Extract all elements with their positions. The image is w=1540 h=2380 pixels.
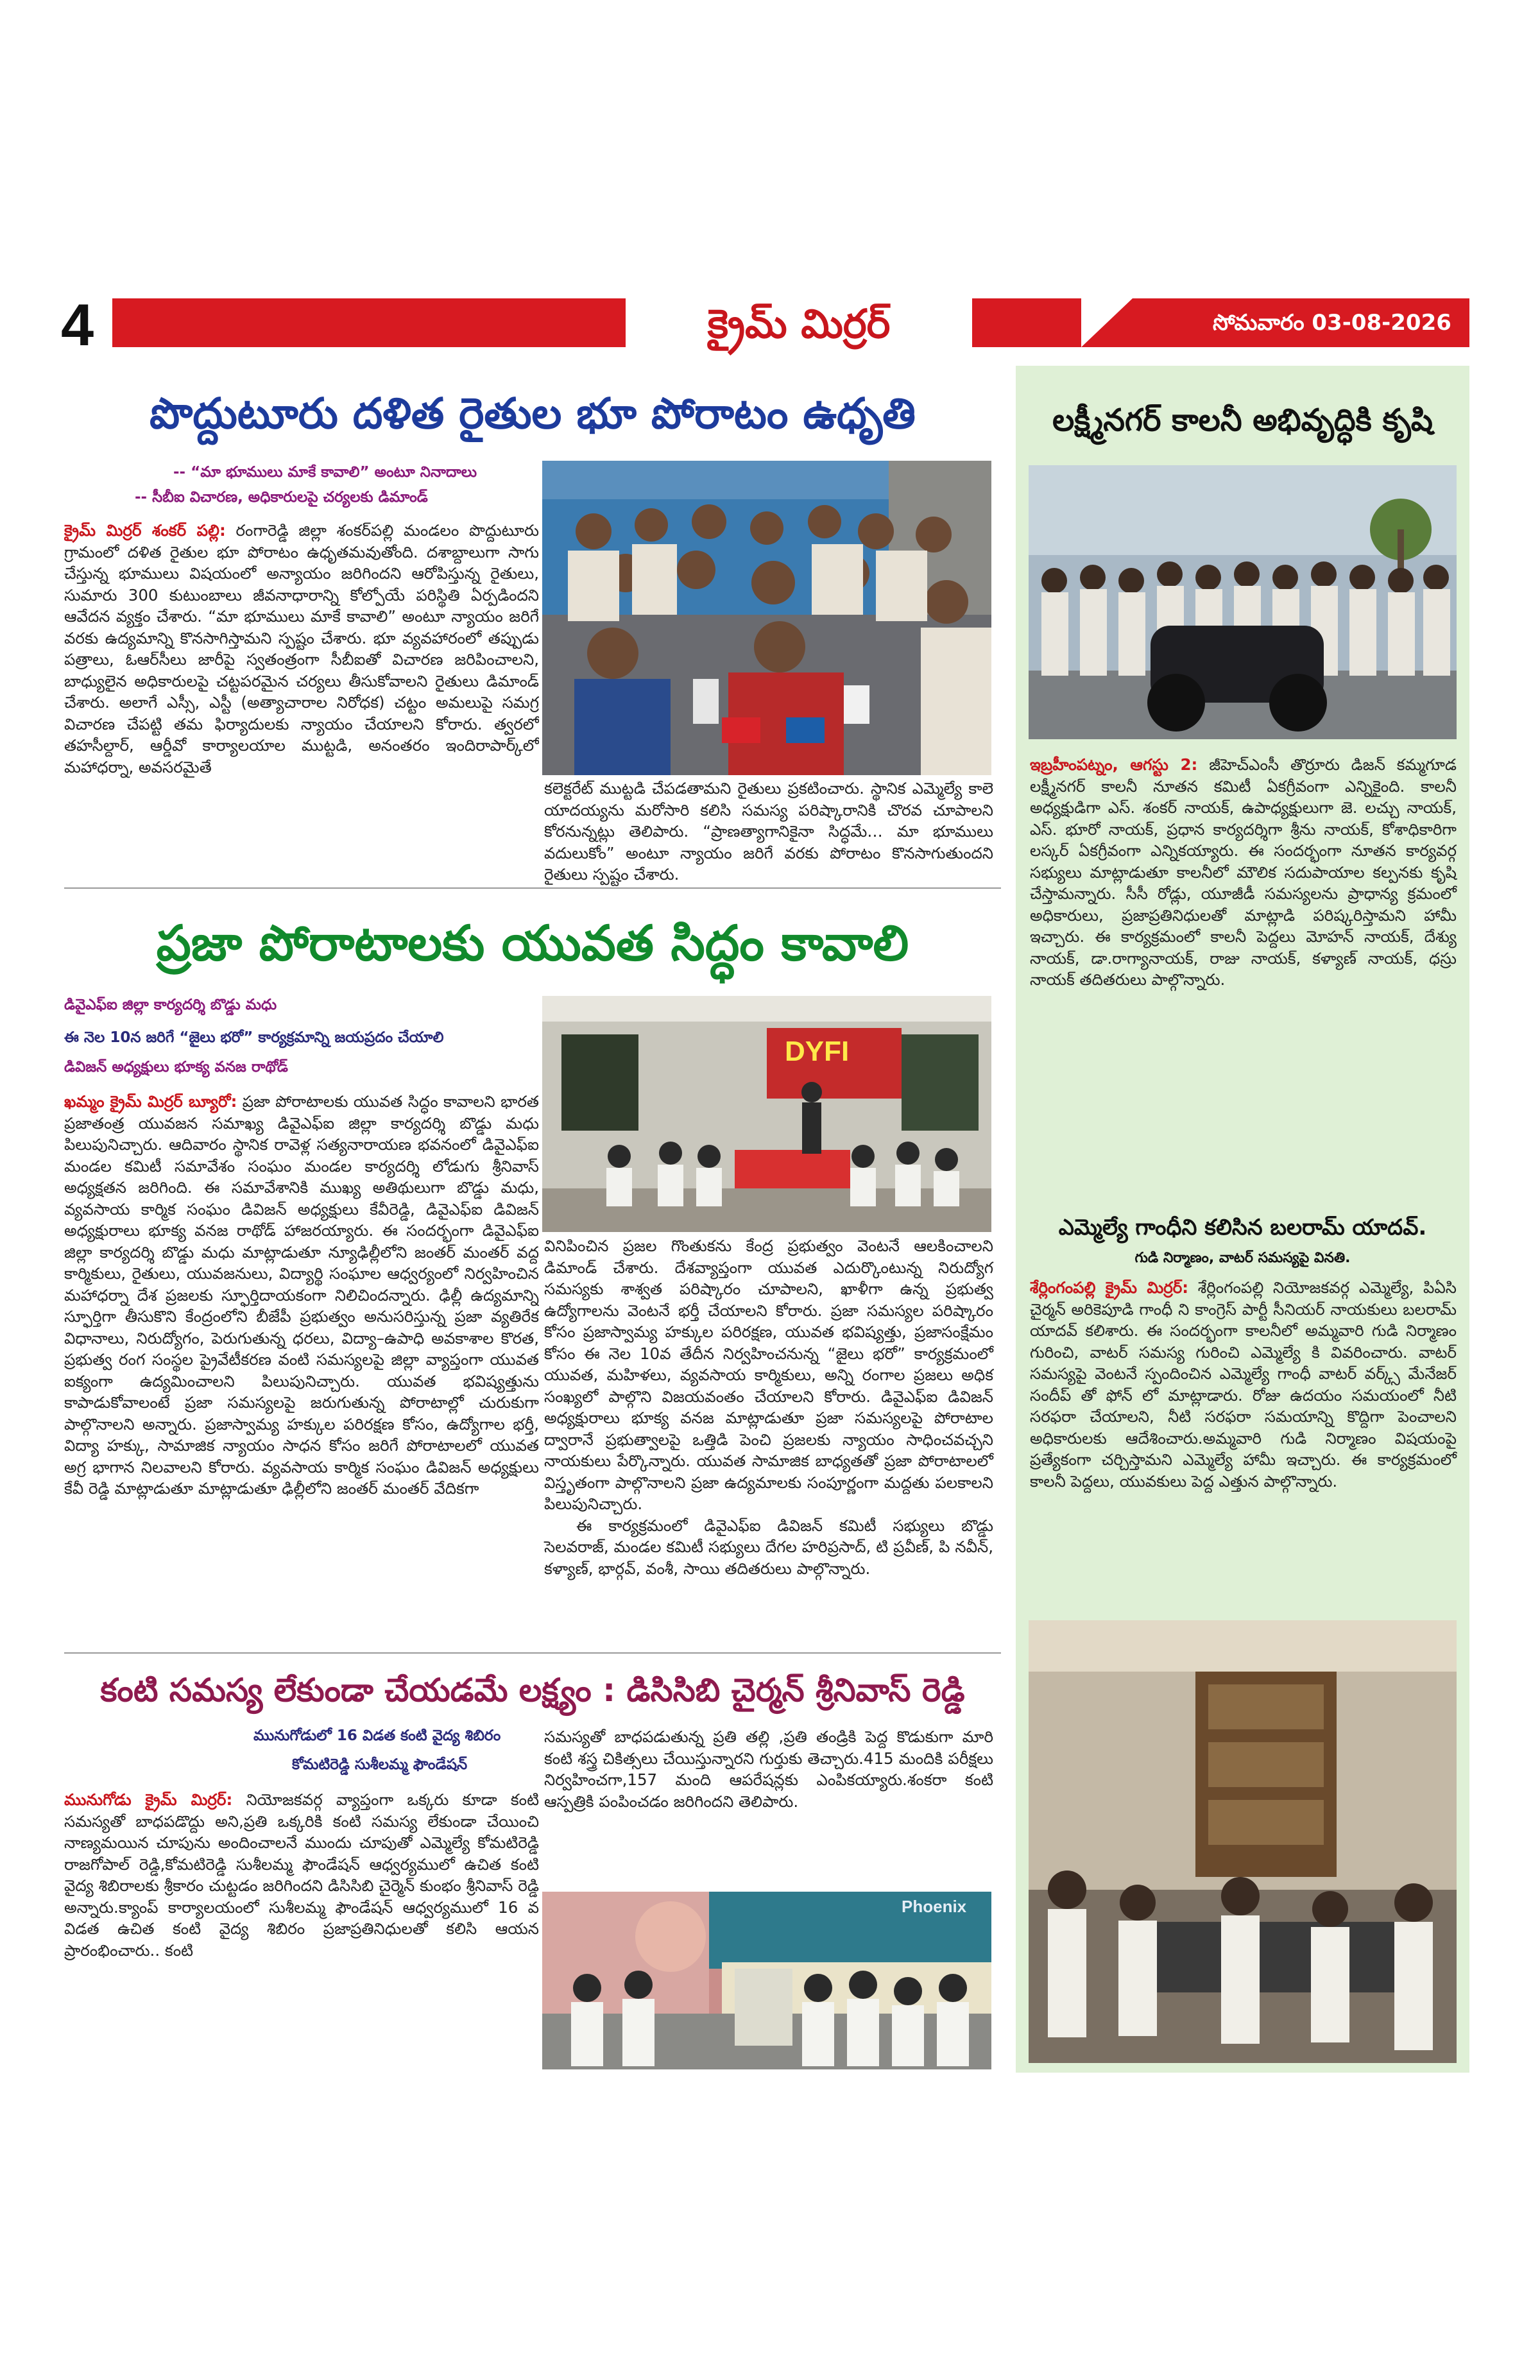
date-slant-decoration: [1081, 298, 1133, 347]
sidebar-body1: [1030, 754, 1457, 991]
divider: [64, 887, 1001, 889]
article2-body-right: [544, 1235, 993, 1579]
article1-byline: క్రైమ్ మిర్రర్ శంకర్ పల్లి:: [64, 521, 226, 540]
article3-sub1: మునుగోడులో 16 విడత కంటి వైద్య శిబిరం: [253, 1727, 501, 1744]
article3-photo-eye-camp: [542, 1892, 991, 2069]
sidebar-sub2: గుడి నిర్మాణం, వాటర్ సమస్యపై వినతి.: [1134, 1250, 1351, 1266]
article3-text-right: సమస్యతో బాధపడుతున్న ప్రతి తల్లి ,ప్రతి తండ్రికి పెద్ద కొడుకుగా మారి కంటి శస్త్ర చికిత్సలు చేయిస్తున్నారని గుర్తుకు తెచ్చారు.415 మందికి పరీక్షలు నిర్వహించగా,157 మంది ఆపరేషన్లకు ఎంపికయ్యారు.శంకరా కంటి ఆస్పత్రికి పంపించడం జరిగిందని తెలిపారు.: [544, 1727, 993, 1811]
sidebar-byline: ఇబ్రహీంపట్నం, ఆగస్టు 2:: [1030, 755, 1198, 774]
masthead: [61, 292, 1469, 363]
sidebar-body2: [1030, 1277, 1457, 1492]
page-number: 4: [61, 293, 94, 358]
eye-camp-banner-text: Phoenix: [902, 1897, 967, 1916]
article2-text-right: వినిపించిన ప్రజల గొంతుకను కేంద్ర ప్రభుత్వం వెంటనే ఆలకించాలని డిమాండ్ చేశారు. దేశవ్యాప్తంగా యువత ఎదుర్కొంటున్న నిరుద్యోగ సమస్యకు శాశ్వత పరిష్కారం చూపాలని, ఖాళీగా ఉన్న ప్రభుత్వ ఉద్యోగాలను వెంటనే భర్తీ చేయాలని కోరారు. ప్రజా సమస్యల పరిష్కారం కోసం ప్రజాస్వామ్య హక్కుల పరిరక్షణ, యువత భవిష్యత్తు, ప్రజాసంక్షేమం కోసం ఈ నెల 10వ తేదీన నిర్వహించనున్న “జైలు భరో” కార్యక్రమంలో యువత, మహిళలు, వ్యవసాయ కార్మికులు, అన్ని రంగాల ప్రజలు అధిక సంఖ్యలో పాల్గొని విజయవంతం చేయాలని కోరారు. డివైఎఫ్ఐ డివిజన్ అధ్యక్షురాలు భూక్య వనజ మాట్లాడుతూ ప్రజా సమస్యలపై పోరాటాల ద్వారానే ప్రభుత్వాలపై ఒత్తిడి పెంచి ప్రజలకు న్యాయం సాధించవచ్చని నాయకులు పేర్కొన్నారు. యువత సామాజిక బాధ్యతతో ప్రజా పోరాటాలలో విస్తృతంగా పాల్గొనాలని ప్రజా ఉద్యమాలకు సంపూర్ణంగా మద్దతు పలకాలని పిలుపునిచ్చారు.: [544, 1237, 993, 1513]
article1-text-right: కలెక్టరేట్ ముట్టడి చేపడతామని రైతులు ప్రకటించారు. స్థానిక ఎమ్మెల్యే కాలె యాదయ్యను మరోసారి కలిసి సమస్య పరిష్కారానికి చొరవ చూపాలని కోరనున్నట్లు తెలిపారు. “ప్రాణత్యాగానికైనా సిద్ధమే… మా భూములు వదులుకోం” అంటూ న్యాయం జరిగే వరకు పోరాటం కొనసాగుతుందని రైతులు స్పష్టం చేశారు.: [544, 779, 993, 884]
article3-text-left: నియోజకవర్గ వ్యాప్తంగా ఒక్కరు కూడా కంటి సమస్యతో బాధపడొద్దు అని,ప్రతి ఒక్కరికి కంటి సమస్య లేకుండా చేయించి నాణ్యమయిన చూపును అందించాలనే ముందు చూపుతో ఎమ్మెల్యే కోమటిరెడ్డి రాజగోపాల్ రెడ్డి,కోమటిరెడ్డి సుశీలమ్మ ఫౌండేషన్ ఆధ్వర్యములో ఉచిత కంటి వైద్య శిబిరాలకు శ్రీకారం చుట్టడం జరిగిందని డిసిసిబి చైర్మెన్ కుంభం శ్రీనివాస్ రెడ్డి అన్నారు.క్యాంప్ కార్యాలయంలో సుశీలమ్మ ఫౌండేషన్ ఆధ్వర్యములో 16 వ విడత ఉచిత కంటి వైద్య శిబిరం ప్రజాప్రతినిధులతో కలిసి ఆయన ప్రారంభించారు.. కంటి: [64, 1790, 539, 1960]
right-sidebar: [1016, 366, 1469, 2073]
article2-sub3: డివిజన్ అధ్యక్షులు భూక్య వనజ రాథోడ్: [64, 1059, 288, 1075]
dyfi-banner-text: DYFI: [785, 1036, 850, 1067]
article1-body-right: [544, 778, 993, 886]
article2-sub2: ఈ నెల 10న జరిగే “జైలు భరో” కార్యక్రమాన్ని జయప్రదం చేయాలి: [64, 1029, 444, 1046]
sidebar-text: జీహెచ్ఎంసీ తొర్రూరు డిజన్ కమ్మగూడ లక్ష్మీనగర్ కాలనీ నూతన కమిటీ ఏకగ్రీవంగా ఎన్నికైంది. కాలనీ అధ్యక్షుడిగా ఎస్. శంకర్ నాయక్, ఉపాధ్యక్షులుగా జె. లచ్చు నాయక్, ఎస్. భూరో నాయక్, ప్రధాన కార్యదర్శిగా శ్రీను నాయక్, కోశాధికారిగా లస్కర్ ఏకగ్రీవంగా ఎన్నికయ్యారు. ఈ సందర్భంగా నూతన కార్యవర్గ సభ్యులు మాట్లాడుతూ కాలనీలో మౌలిక సదుపాయాల కల్పనకు కృషి చేస్తామన్నారు. సీసీ రోడ్లు, యూజీడీ సమస్యలను ప్రాధాన్య క్రమంలో అధికారులు, ప్రజాప్రతినిధులతో మాట్లాడి పరిష్కరిస్తామని హామీ ఇచ్చారు. ఈ కార్యక్రమంలో కాలనీ పెద్దలు మోహన్ నాయక్, దేశ్యు నాయక్, డా.రాగ్యానాయక్, రాజు నాయక్, కళ్యాణ్ నాయక్, ధస్రు నాయక్ తదితరులు పాల్గొన్నారు.: [1030, 755, 1457, 989]
article2-headline: ప్రజా పోరాటాలకు యువత సిద్ధం కావాలి: [156, 914, 909, 972]
article1-headline: పొద్దుటూరు దళిత రైతుల భూ పోరాటం ఉధృతి: [150, 389, 916, 438]
dyfi-meeting-image: [542, 996, 991, 1232]
eye-camp-image: [542, 1892, 991, 2069]
sidebar-headline: లక్ష్మీనగర్ కాలనీ అభివృద్ధికి కృషి: [1052, 402, 1433, 438]
article3-sub2: కోమటిరెడ్డి సుశీలమ్మ ఫౌండేషన్: [292, 1756, 468, 1773]
article3-headline: కంటి సమస్య లేకుండా చేయడమే లక్ష్యం : డిసిసిబి చైర్మన్ శ్రీనివాస్ రెడ్డి: [100, 1672, 965, 1709]
article2-photo-dyfi-meeting: [542, 996, 991, 1232]
mla-meeting-image: [1029, 1620, 1457, 2063]
sidebar-byline2: శేర్లింగంపల్లి క్రైమ్ మిర్రర్:: [1030, 1278, 1189, 1297]
article1-sub1: -- “మా భూములు మాకే కావాలి” అంటూ నినాదాలు: [173, 464, 477, 481]
article2-text-left: ప్రజా పోరాటాలకు యువత సిద్ధం కావాలని భారత ప్రజాతంత్ర యువజన సమాఖ్య డివైఎఫ్ఐ జిల్లా కార్యదర్శి బొడ్డు మధు పిలుపునిచ్చారు. ఆదివారం స్థానిక రావెళ్ల సత్యనారాయణ భవనంలో డివైఎఫ్ఐ మండల కమిటీ సమావేశం సంఘం మండల కార్యదర్శి లోడుగు శ్రీనివాస్ అధ్యక్షతన జరిగింది. ఈ సమావేశానికి ముఖ్య అతిథులుగా బొడ్డు మధు, వ్యవసాయ కార్మిక సంఘం డివిజన్ అధ్యక్షులు కేవీరెడ్డి, డివైఎఫ్ఐ డివిజన్ అధ్యక్షురాలు భూక్య వనజ రాథోడ్ హాజరయ్యారు. ఈ సందర్భంగా డివైఎఫ్ఐ జిల్లా కార్యదర్శి బొడ్డు మధు మాట్లాడుతూ న్యూఢిల్లీలోని జంతర్ మంతర్ వద్ద కార్మికులు, రైతులు, యువజనులు, విద్యార్థి సంఘాల ఆధ్వర్యంలో నిర్వహించిన మహాధర్నా దేశ ప్రజలకు స్ఫూర్తిదాయకంగా నిలిచిందన్నారు. ఢిల్లీ ఉద్యమాన్ని స్ఫూర్తిగా తీసుకొని కేంద్రంలోని బీజేపీ ప్రభుత్వం అనుసరిస్తున్న ప్రజా వ్యతిరేక విధానాలు, నిరుద్యోగం, పెరుగుతున్న ధరలు, విద్యా–ఉపాధి అవకాశాల కొరత, ప్రభుత్వ రంగ సంస్థల ప్రైవేటీకరణ వంటి సమస్యలపై జిల్లా వ్యాప్తంగా యువత ఐక్యంగా ఉద్యమించాలని పిలుపునిచ్చారు. యువత భవిష్యత్తును కాపాడుకోవాలంటే ప్రజా సమస్యలపై జరుగుతున్న పోరాటాల్లో చురుకుగా పాల్గొనాలని అన్నారు. ప్రజాస్వామ్య హక్కుల పరిరక్షణ కోసం, ఉద్యోగాల భర్తీ, విద్యా హక్కు, సామాజిక న్యాయం సాధన కోసం జరిగే పోరాటాలలో యువత అగ్ర భాగాన నిలవాలని కోరారు. వ్యవసాయ కార్మిక సంఘం డివిజన్ అధ్యక్షులు కేవీ రెడ్డి మాట్లాడుతూ మాట్లాడుతూ ఢిల్లీలోని జంతర్ మంతర్ వేదికగా: [64, 1092, 539, 1498]
article3-body-right: [544, 1726, 993, 1812]
article2-text-right-2: ఈ కార్యక్రమంలో డివైఎఫ్ఐ డివిజన్ కమిటీ సభ్యులు బొడ్డు సెలవరాజ్, మండల కమిటీ సభ్యులు దేగల హరిప్రసాద్, టి ప్రవీణ్, పి నవీన్, కళ్యాణ్, భార్గవ్, వంశీ, సాయి తదితరులు పాల్గొన్నారు.: [544, 1516, 993, 1578]
article2-body-left: [64, 1091, 539, 1648]
divider: [64, 1652, 1001, 1654]
newspaper-logo: [626, 292, 972, 363]
article2-sub1: డివైఎఫ్ఐ జిల్లా కార్యదర్శి బొడ్డు మధు: [64, 997, 277, 1013]
sidebar-photo-colony-committee: [1029, 465, 1457, 739]
sidebar-text2: శేర్లింగంపల్లి నియోజకవర్గ ఎమ్మెల్యే, పిఏసి చైర్మన్ అరికెపూడి గాంధీ ని కాంగ్రెస్ పార్టీ సీనియర్ నాయకులు బలరామ్ యాదవ్ కలిశారు. ఈ సందర్భంగా కాలనీలో అమ్మవారి గుడి నిర్మాణం గురించి, వాటర్ సమస్య గురించి ఎమ్మెల్యే కి వివరించారు. వాటర్ సమస్యపై వెంటనే స్పందించిన ఎమ్మెల్యే గాంధీ వాటర్ వర్క్స్ మేనేజర్ సందీప్ తో ఫోన్ లో మాట్లాడారు. రోజు ఉదయం సమయంలో నీటి సరఫరా చేయాలని, నీటి సరఫరా సమయాన్ని కొద్దిగా పెంచాలని అధికారులకు ఆదేశించారు.అమ్మవారి గుడి నిర్మాణం విషయంపై ప్రత్యేకంగా చర్చిస్తామని ఎమ్మెల్యే హామీ ఇచ్చారు. ఈ కార్యక్రమంలో కాలనీ పెద్దలు, యువకులు పెద్ద ఎత్తున పాల్గొన్నారు.: [1030, 1278, 1457, 1491]
article1-sub2: -- సీబీఐ విచారణ, అధికారులపై చర్యలకు డిమాండ్: [135, 489, 428, 506]
logo-text: క్రైమ్ మిర్రర్: [707, 300, 891, 347]
article3-byline: మునుగోడు క్రైమ్ మిర్రర్:: [64, 1790, 233, 1809]
article1-photo-farmers-protest: [542, 461, 991, 775]
colony-committee-image: [1029, 465, 1457, 739]
sidebar-headline2: ఎమ్మెల్యే గాంధీని కలిసిన బలరామ్ యాదవ్.: [1058, 1215, 1427, 1240]
sidebar-photo-mla-meeting: [1029, 1620, 1457, 2063]
issue-date: సోమవారం 03-08-2026: [1081, 298, 1469, 347]
article1-text-left: రంగారెడ్డి జిల్లా శంకర్‌పల్లి మండలం పొద్దుటూరు గ్రామంలో దళిత రైతుల భూ పోరాటం ఉధృతమవుతోంది. దశాబ్దాలుగా సాగు చేస్తున్న భూములు విషయంలో అన్యాయం జరిగిందని ఆరోపిస్తున్న రైతులు, సుమారు 300 కుటుంబాలు జీవనాధారాన్ని కోల్పోయే పరిస్థితి ఏర్పడిందని ఆవేదన వ్యక్తం చేశారు. “మా భూములు మాకే కావాలి” అంటూ న్యాయం జరిగే వరకు ఉద్యమాన్ని కొనసాగిస్తామని స్పష్టం చేశారు. భూ వ్యవహారంలో తప్పుడు పత్రాలు, ఓఆర్‌సీలు జారీపై స్వతంత్రంగా సీబీఐతో విచారణ జరిపించాలని, బాధ్యులైన అధికారులపై చట్టపరమైన చర్యలు తీసుకోవాలని రైతులు డిమాండ్ చేశారు. అలాగే ఎస్సీ, ఎస్టీ (అత్యాచారాల నిరోధక) చట్టం అమలుపై సమగ్ర విచారణ చేపట్టి తమ ఫిర్యాదులకు న్యాయం చేయాలని కోరారు. త్వరలో తహసీల్దార్, ఆర్డీవో కార్యాలయాల ముట్టడి, అనంతరం ఇందిరాపార్క్‌లో మహాధర్నా, అవసరమైతే: [64, 521, 539, 776]
article3-body-left: [64, 1789, 539, 2057]
farmers-protest-image: [542, 461, 991, 775]
article2-byline: ఖమ్మం క్రైమ్ మిర్రర్ బ్యూరో:: [64, 1092, 237, 1111]
article1-body-left: [64, 520, 539, 879]
